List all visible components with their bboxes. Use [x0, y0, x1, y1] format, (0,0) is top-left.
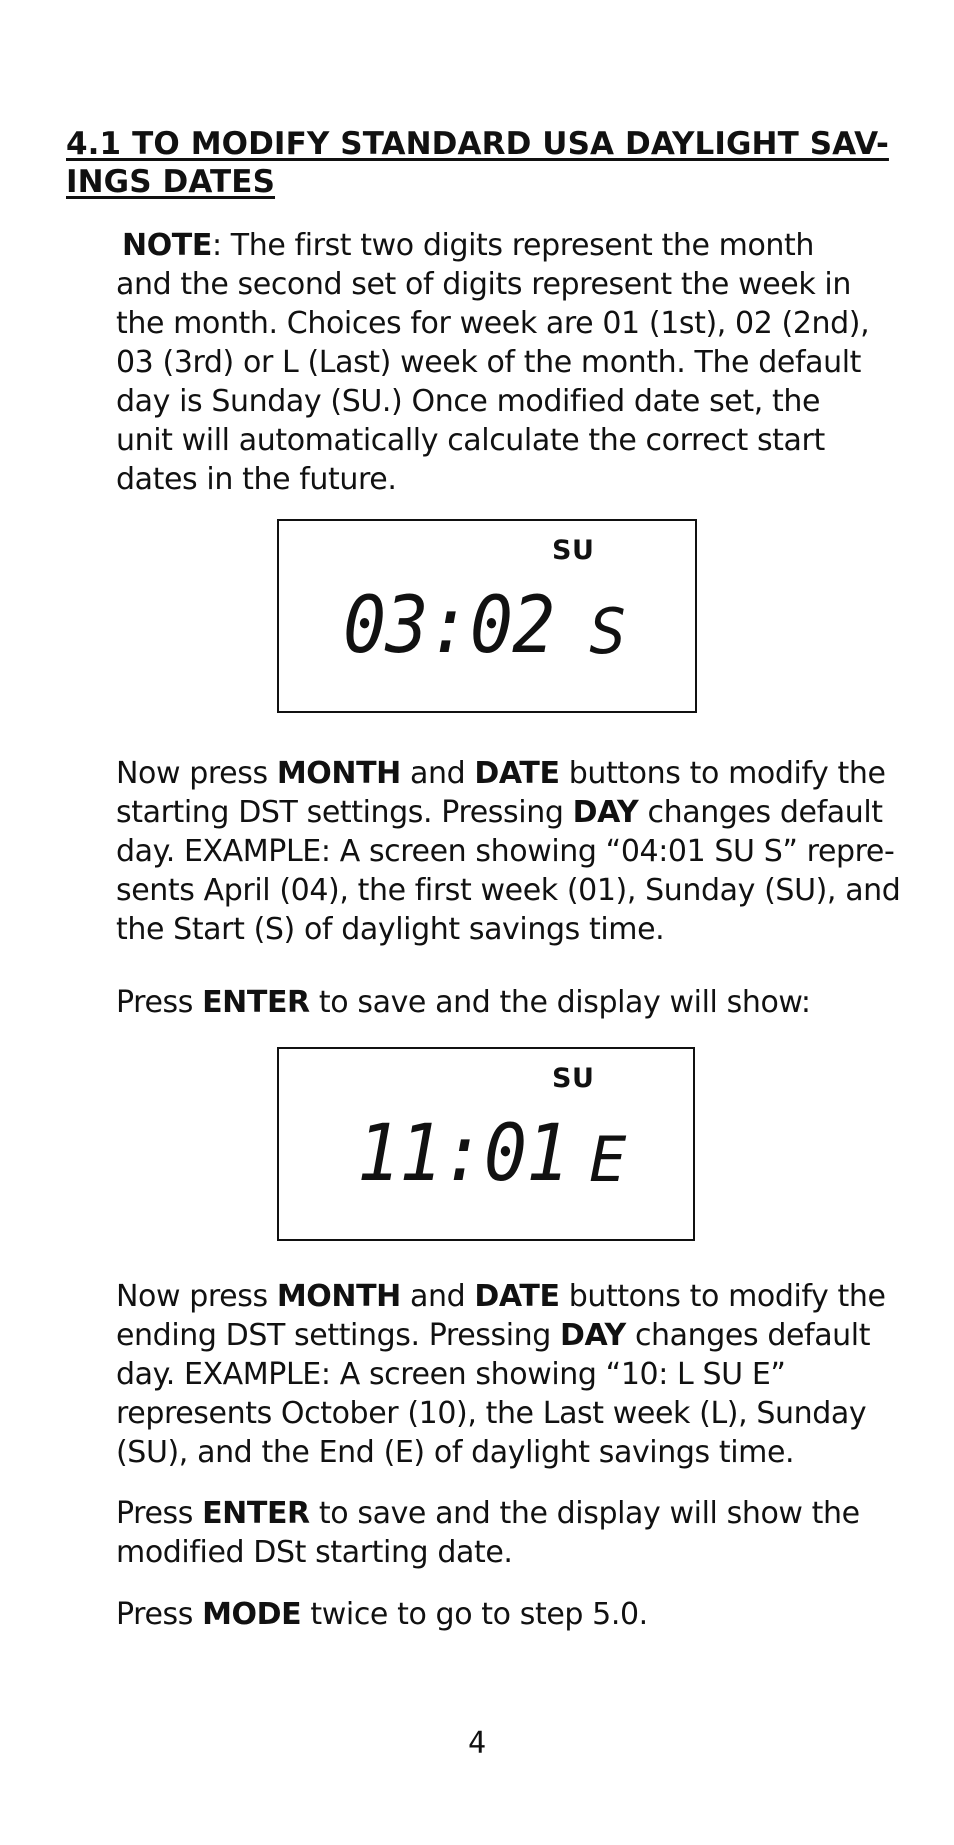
section-heading-line-1: 4.1 TO MODIFY STANDARD USA DAYLIGHT SAV- [66, 126, 889, 162]
note-paragraph [116, 226, 876, 499]
press-mode-paragraph [116, 1595, 906, 1634]
lcd-day-label: SU [552, 1063, 595, 1094]
lcd-time-digits: 03:02 [343, 581, 555, 671]
end-instructions-text-1: Now press [116, 1279, 277, 1314]
press-enter-2-text-1: Press [116, 1496, 203, 1531]
press-enter-1-text-1: Press [116, 985, 203, 1020]
end-instructions-paragraph [116, 1277, 906, 1472]
enter-button-label: ENTER [202, 1496, 310, 1531]
lcd-end-flag: E [589, 1123, 627, 1196]
end-instructions-text-3: buttons to modify the ending DST settings. Pressing [116, 1279, 886, 1353]
press-mode-text-1: Press [116, 1597, 203, 1632]
month-button-label: MONTH [276, 756, 401, 791]
page-number: 4 [467, 1726, 487, 1761]
start-instructions-text-1: Now press [116, 756, 277, 791]
press-enter-paragraph-1 [116, 983, 906, 1022]
enter-button-label: ENTER [202, 985, 310, 1020]
lcd-day-label: SU [552, 535, 595, 566]
start-instructions-paragraph [116, 754, 906, 949]
day-button-label: DAY [572, 795, 639, 830]
section-heading-line-2: INGS DATES [66, 164, 276, 200]
mode-button-label: MODE [202, 1597, 302, 1632]
lcd-display-end [277, 1047, 695, 1241]
start-instructions-text-4: changes default day. EXAMPLE: A screen showing “04:01 SU S” repre-sents April (04), the first week (01), Sunday (SU), and the Start (S) of daylight savings time. [116, 795, 901, 947]
day-button-label: DAY [560, 1318, 626, 1353]
lcd-start-flag: S [589, 595, 627, 668]
lcd-time-digits: 11:01 [357, 1109, 569, 1199]
press-enter-2-text-2: to save and the display will show the modified DSt starting date. [116, 1496, 860, 1570]
press-enter-paragraph-2 [116, 1494, 906, 1572]
start-instructions-text-2: and [400, 756, 475, 791]
lcd-display-start [277, 519, 697, 713]
start-instructions-text-3: buttons to modify the starting DST settings. Pressing [116, 756, 886, 830]
date-button-label: DATE [474, 756, 560, 791]
press-mode-text-2: twice to go to step 5.0. [301, 1597, 648, 1632]
date-button-label: DATE [474, 1279, 560, 1314]
end-instructions-text-2: and [400, 1279, 475, 1314]
end-instructions-text-4: changes default day. EXAMPLE: A screen showing “10: L SU E” represents October (10), the Last week (L), Sunday (SU), and the End (E) of daylight savings time. [116, 1318, 871, 1470]
note-label: NOTE [122, 228, 212, 263]
note-text: : The first two digits represent the month and the second set of digits represent the week in the month. Choices for week are 01 (1st), 02 (2nd), 03 (3rd) or L (Last) week of the month. The default day is Sunday (SU.) Once modified date set, the unit will automatically calculate the correct start dates in the future. [116, 228, 870, 497]
month-button-label: MONTH [276, 1279, 401, 1314]
section-heading [66, 125, 896, 201]
press-enter-1-text-2: to save and the display will show: [309, 985, 811, 1020]
